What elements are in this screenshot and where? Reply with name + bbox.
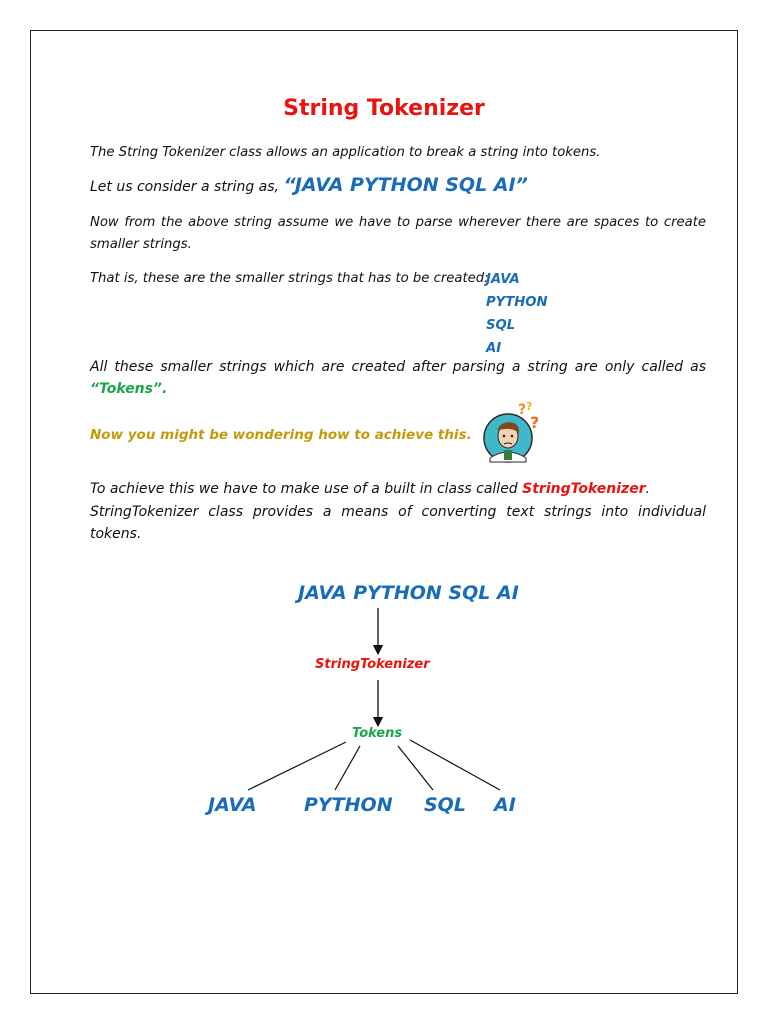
token-list: [486, 268, 548, 360]
diagram-tokens-label: Tokens: [352, 726, 403, 741]
diagram-connectors: [0, 570, 768, 830]
class-name: StringTokenizer: [522, 481, 646, 497]
wonder-line: Now you might be wondering how to achieve this.: [90, 427, 472, 443]
smaller-strings-paragraph: That is, these are the smaller strings that has to be created:: [90, 271, 489, 286]
achieve-suffix: .: [645, 481, 651, 497]
class-description-paragraph: StringTokenizer class provides a means of converting text strings into individual tokens.: [90, 504, 706, 542]
example-prefix: Let us consider a string as,: [90, 179, 284, 195]
intro-paragraph: The String Tokenizer class allows an application to break a string into tokens.: [90, 145, 601, 160]
diagram-leaf: JAVA: [208, 794, 257, 816]
token-list-item: PYTHON: [486, 295, 548, 310]
branch-line: [410, 740, 500, 790]
page-title: String Tokenizer: [283, 96, 485, 121]
tokens-definition-text: All these smaller strings which are created after parsing a string are only called as: [90, 359, 706, 375]
tokenizer-diagram: [0, 570, 768, 830]
achieve-text: To achieve this we have to make use of a built in class called: [90, 481, 523, 497]
branch-line: [398, 746, 433, 790]
confused-person-icon: [480, 398, 548, 466]
diagram-tokenizer: StringTokenizer: [315, 657, 430, 672]
tokens-definition-paragraph: [90, 356, 706, 400]
token-list-item: JAVA: [486, 272, 520, 287]
diagram-leaf: SQL: [424, 794, 466, 816]
diagram-leaf: AI: [494, 794, 516, 816]
branch-line: [335, 746, 360, 790]
diagram-leaf: PYTHON: [304, 794, 393, 816]
parse-paragraph: Now from the above string assume we have to parse wherever there are spaces to create smaller strings.: [90, 215, 706, 252]
example-paragraph: [90, 174, 706, 198]
token-list-item: AI: [486, 341, 502, 356]
diagram-source-string: JAVA PYTHON SQL AI: [298, 582, 519, 604]
tokens-term: “Tokens”.: [90, 381, 168, 397]
svg-text:?: ?: [518, 402, 527, 418]
achieve-paragraph: [90, 478, 706, 500]
token-list-item: SQL: [486, 318, 516, 333]
svg-text:?: ?: [530, 413, 540, 432]
svg-text:?: ?: [526, 400, 533, 413]
example-string: “JAVA PYTHON SQL AI”: [283, 174, 528, 196]
branch-line: [248, 742, 346, 790]
